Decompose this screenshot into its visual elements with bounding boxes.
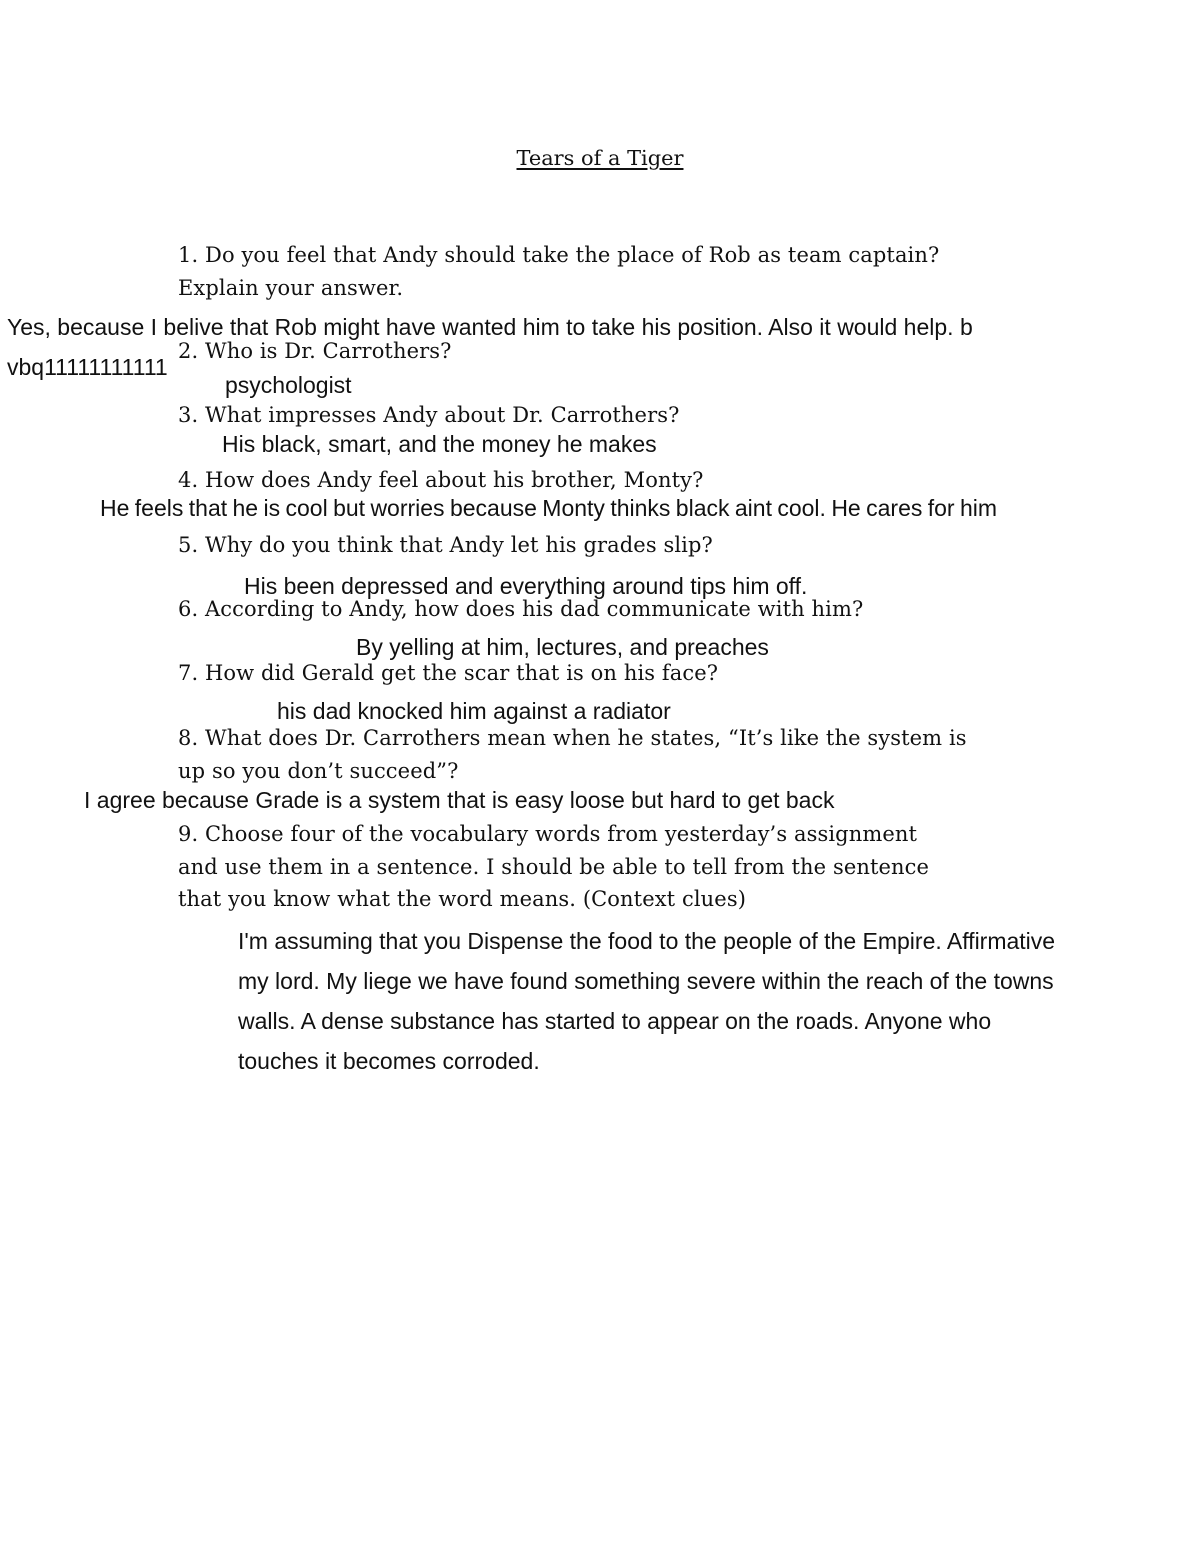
- question-9-line-2: and use them in a sentence. I should be able to tell from the sentence: [178, 855, 930, 879]
- answer-9-line-3: walls. A dense substance has started to appear on the roads. Anyone who: [238, 1008, 992, 1034]
- question-6: 6. According to Andy, how does his dad communicate with him?: [178, 597, 864, 621]
- answer-1-line-1: Yes, because I belive that Rob might have wanted him to take his position. Also it would help. b: [7, 314, 973, 340]
- answer-9-line-4: touches it becomes corroded.: [238, 1048, 540, 1074]
- answer-2: psychologist: [225, 372, 352, 398]
- answer-7: his dad knocked him against a radiator: [277, 698, 671, 724]
- question-2: 2. Who is Dr. Carrothers?: [178, 339, 452, 363]
- question-5: 5. Why do you think that Andy let his grades slip?: [178, 533, 713, 557]
- question-1-line-1: 1. Do you feel that Andy should take the place of Rob as team captain?: [178, 243, 940, 267]
- question-9-line-1: 9. Choose four of the vocabulary words from yesterday’s assignment: [178, 822, 918, 846]
- answer-6: By yelling at him, lectures, and preaches: [356, 634, 769, 660]
- question-7: 7. How did Gerald get the scar that is on his face?: [178, 661, 719, 685]
- answer-1-line-2: vbq11111111111: [7, 354, 168, 380]
- document-title: Tears of a Tiger: [516, 146, 684, 170]
- question-8-line-1: 8. What does Dr. Carrothers mean when he states, “It’s like the system is: [178, 726, 967, 750]
- answer-5: His been depressed and everything around tips him off.: [244, 573, 808, 599]
- question-3: 3. What impresses Andy about Dr. Carrothers?: [178, 403, 680, 427]
- answer-3: His black, smart, and the money he makes: [222, 431, 657, 457]
- answer-9-line-2: my lord. My liege we have found something severe within the reach of the towns: [238, 968, 1054, 994]
- answer-8: I agree because Grade is a system that is easy loose but hard to get back: [84, 787, 835, 813]
- answer-9-line-1: I'm assuming that you Dispense the food to the people of the Empire. Affirmative: [238, 928, 1056, 954]
- question-4: 4. How does Andy feel about his brother, Monty?: [178, 468, 704, 492]
- question-8-line-2: up so you don’t succeed”?: [178, 759, 459, 783]
- question-1-line-2: Explain your answer.: [178, 276, 404, 300]
- answer-4: He feels that he is cool but worries because Monty thinks black aint cool. He cares for him: [100, 495, 998, 521]
- question-9-line-3: that you know what the word means. (Context clues): [178, 887, 746, 911]
